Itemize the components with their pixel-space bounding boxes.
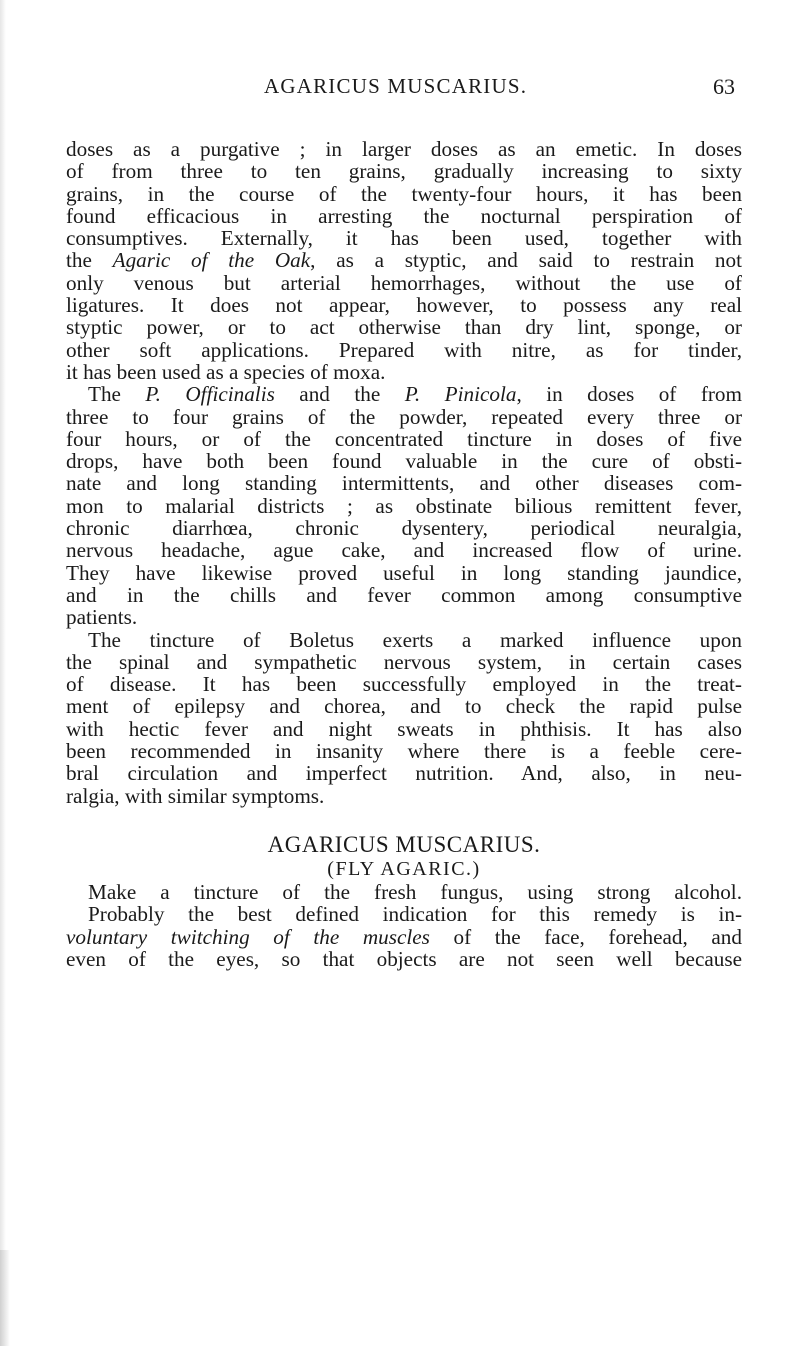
text-line: ligatures. It does not appear, however, to possess any real	[66, 293, 742, 318]
text-line: only venous but arterial hemorrhages, without the use of	[66, 270, 742, 295]
text-line: bral circulation and imperfect nutrition. And, also, in neu-	[66, 761, 742, 786]
text-line: The tincture of Boletus exerts a marked influence upon	[88, 627, 742, 652]
text-line: Probably the best defined indication for this remedy is in-	[88, 902, 742, 927]
text-run: , as a styptic, and said to restrain not	[310, 248, 742, 273]
text-line: drops, have both been found valuable in the cure of obsti-	[66, 449, 742, 474]
text-line: three to four grains of the powder, repeated every three or	[66, 404, 742, 429]
text-line: patients.	[66, 605, 138, 630]
text-line: Make a tincture of the fresh fungus, using strong alcohol.	[88, 879, 742, 904]
text-line: ment of epilepsy and chorea, and to check the rapid pulse	[66, 694, 742, 719]
section-subtitle: (FLY AGARIC.)	[327, 857, 481, 880]
text-line: mon to malarial districts ; as obstinate bilious remittent fever,	[66, 493, 742, 518]
text-line: found efficacious in arresting the nocturnal perspiration of	[66, 203, 742, 228]
page-header	[0, 74, 800, 108]
text-line: consumptives. Externally, it has been used, together with	[66, 226, 742, 251]
text-line: of disease. It has been successfully employed in the treat-	[66, 672, 742, 697]
scan-corner-shadow	[0, 1250, 10, 1346]
page-body	[66, 138, 742, 970]
text-run: and the	[274, 382, 405, 407]
text-line: doses as a purgative ; in larger doses as an emetic. In doses	[66, 137, 742, 161]
italic-term: voluntary twitching of the muscles	[66, 924, 430, 949]
page-number: 63	[713, 74, 735, 99]
text-line: it has been used as a species of moxa.	[66, 359, 386, 384]
text-run: the	[66, 248, 113, 273]
text-line: of from three to ten grains, gradually increasing to sixty	[66, 159, 742, 184]
text-line: styptic power, or to act otherwise than dry lint, sponge, or	[66, 315, 742, 340]
running-head: AGARICUS MUSCARIUS.	[264, 74, 528, 98]
text-line: the spinal and sympathetic nervous system, in certain cases	[66, 649, 742, 674]
text-line: chronic diarrhœa, chronic dysentery, periodical neuralgia,	[66, 516, 742, 541]
text-run: of the face, forehead, and	[429, 924, 742, 949]
text-line	[66, 383, 742, 405]
text-line: nate and long standing intermittents, and other diseases com-	[66, 471, 742, 496]
italic-term: P. Officinalis	[145, 382, 275, 407]
text-line: with hectic fever and night sweats in phthisis. It has also	[66, 716, 742, 741]
text-line: four hours, or of the concentrated tincture in doses of five	[66, 426, 742, 451]
text-line	[66, 926, 742, 948]
text-line: even of the eyes, so that objects are not seen well because	[66, 946, 742, 971]
italic-term: Agaric of the Oak	[112, 248, 311, 273]
text-line	[66, 249, 742, 271]
text-line: They have likewise proved useful in long standing jaundice,	[66, 560, 742, 585]
text-run: , in doses of from	[516, 382, 743, 407]
section-title: AGARICUS MUSCARIUS.	[267, 831, 541, 857]
italic-term: P. Pinicola	[404, 382, 517, 407]
text-run: The	[88, 382, 146, 407]
text-line: ralgia, with similar symptoms.	[66, 783, 325, 808]
text-line: nervous headache, ague cake, and increased flow of urine.	[66, 538, 742, 563]
text-line: grains, in the course of the twenty-four hours, it has been	[66, 181, 742, 206]
text-line: other soft applications. Prepared with nitre, as for tinder,	[66, 337, 742, 362]
text-line: and in the chills and fever common among consumptive	[66, 582, 742, 607]
scan-edge-shadow	[0, 0, 6, 1346]
text-line: been recommended in insanity where there is a feeble cere-	[66, 739, 742, 764]
